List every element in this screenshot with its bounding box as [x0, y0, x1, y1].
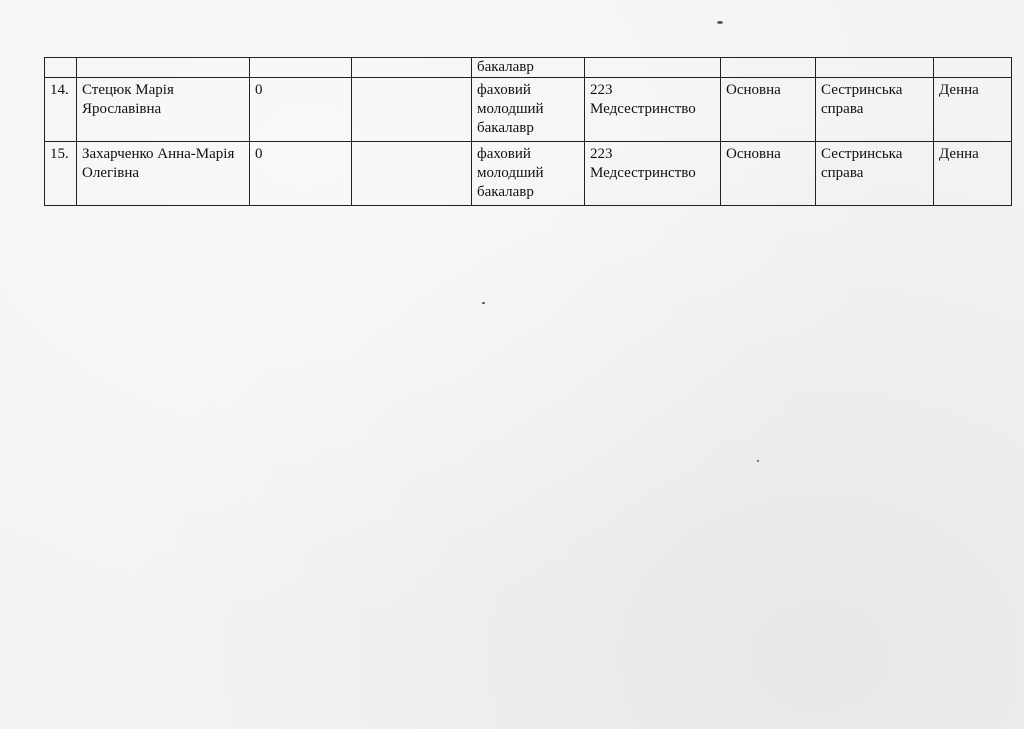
table-row-partial: [45, 58, 1012, 78]
cell-score: [250, 58, 352, 78]
cell-score: 0: [250, 142, 352, 206]
cell-blank: [352, 78, 472, 142]
cell-blank: [352, 142, 472, 206]
cell-number: 15.: [45, 142, 77, 206]
cell-number: 14.: [45, 78, 77, 142]
table-row: [45, 142, 1012, 206]
cell-form: [934, 58, 1012, 78]
cell-program: Сестринська справа: [816, 142, 934, 206]
cell-name: Стецюк Марія Ярославівна: [77, 78, 250, 142]
cell-basis: Основна: [721, 78, 816, 142]
cell-blank: [352, 58, 472, 78]
cell-program: Сестринська справа: [816, 78, 934, 142]
cell-specialty: 223 Медсестринство: [585, 78, 721, 142]
scan-speck: [717, 21, 723, 24]
cell-degree: фаховий молодший бакалавр: [472, 78, 585, 142]
cell-specialty: 223 Медсестринство: [585, 142, 721, 206]
cell-name: Захарченко Анна-Марія Олегівна: [77, 142, 250, 206]
cell-name: [77, 58, 250, 78]
cell-basis: Основна: [721, 142, 816, 206]
cell-degree: бакалавр: [472, 58, 585, 78]
cell-specialty: [585, 58, 721, 78]
cell-score: 0: [250, 78, 352, 142]
cell-program: [816, 58, 934, 78]
cell-form: Денна: [934, 78, 1012, 142]
scan-speck: [482, 302, 485, 304]
cell-number: [45, 58, 77, 78]
scan-speck: [757, 460, 759, 462]
cell-form: Денна: [934, 142, 1012, 206]
cell-basis: [721, 58, 816, 78]
records-table: [44, 57, 1012, 206]
cell-degree: фаховий молодший бакалавр: [472, 142, 585, 206]
table-row: [45, 78, 1012, 142]
